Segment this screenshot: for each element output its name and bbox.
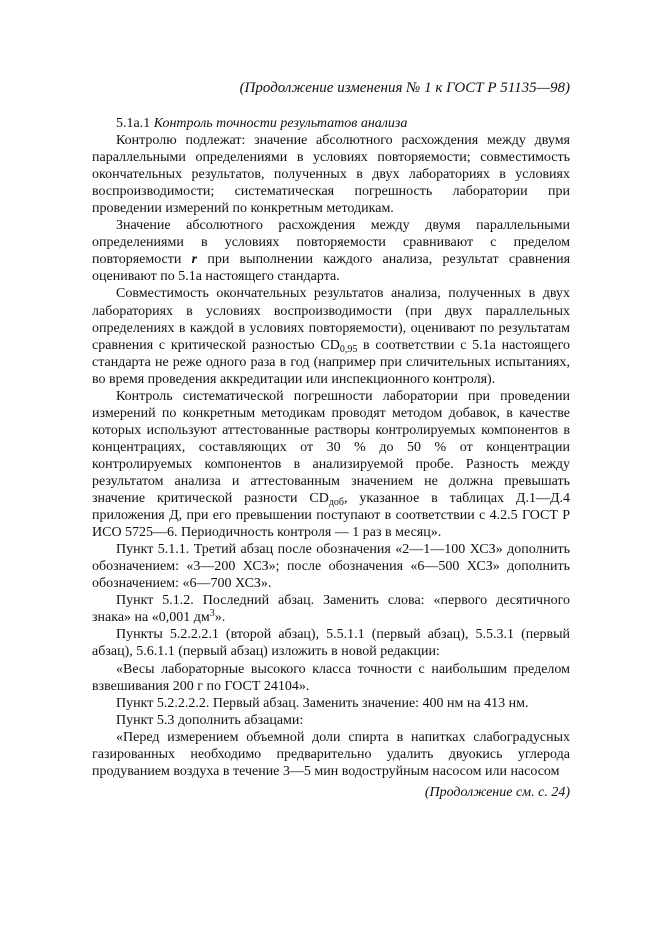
paragraph-text: Значение абсолютного расхождения между двумя параллельными определениями в условиях повторяемости сравнивают с пределом повторяемости — [92, 218, 570, 268]
section-title: Контроль точности результатов анализа — [153, 116, 408, 131]
document-body — [92, 115, 570, 780]
paragraph-text: Контроль систематической погрешности лаборатории при проведении измерений по конкретным методикам проводят методом добавок, в качестве которых используют аттестованные растворы контролируемых компонентов в концентрациях, составляющих от 30 % до 50 % от концентрации контролируемых компонентов в анализируемой пробе. Разность между результатом анализа и аттестованным значением не должна превышать значение критической разности CD — [92, 388, 570, 507]
subscript: доб — [328, 497, 345, 509]
paragraph-reproducibility — [92, 285, 570, 387]
header-continuation-note: (Продолжение изменения № 1 к ГОСТ Р 51135—98) — [239, 80, 570, 96]
paragraph-text: Пункт 5.1.2. Последний абзац. Заменить слова: «первого десятичного знака» на «0,001 дм — [92, 593, 570, 626]
section-heading — [92, 115, 570, 132]
paragraph-items-new-edition: Пункты 5.2.2.2.1 (второй абзац), 5.5.1.1 (первый абзац), 5.5.3.1 (первый абзац), 5.6.1.1 (первый абзац) изложить в новой редакции: — [92, 627, 570, 660]
paragraph-text: ». — [214, 610, 226, 626]
paragraph-text: в соответствии с 5.1а настоящего стандарта не реже одного раза в год (например при сличительных испытаниях, во время проведения аккредитации или инспекционного контроля). — [92, 337, 571, 387]
paragraph-item-5-1-1: Пункт 5.1.1. Третий абзац после обозначения «2—1—100 ХСЗ» дополнить обозначением: «3—200 ХСЗ»; после обозначения «6—500 ХСЗ» дополнить обозначением: «6—700 ХСЗ». — [92, 542, 570, 592]
paragraph-item-5-1-2 — [92, 592, 570, 626]
paragraph-item-5-2-2-2-2: Пункт 5.2.2.2.2. Первый абзац. Заменить значение: 400 нм на 413 нм. — [116, 695, 529, 711]
paragraph-text: Совместимость окончательных результатов анализа, полученных в двух лабораториях в условиях воспроизводимости (при двух параллельных определениях в каждой в условиях повторяемости), оценивают по результатам сравнения с критической разностью CD — [92, 286, 570, 353]
section-number: 5.1а.1 — [116, 116, 151, 131]
paragraph-text: , указанное в таблицах Д.1—Д.4 приложения Д, при его превышении поступают в соответствии с 4.2.5 ГОСТ Р ИСО 5725—6. Периодичность контроля — 1 раз в месяц». — [92, 491, 571, 541]
paragraph-item-5-3: Пункт 5.3 дополнить абзацами: — [116, 712, 304, 728]
paragraph-scales: «Весы лабораторные высокого класса точности с наибольшим пределом взвешивания 200 г по ГОСТ 24104». — [92, 661, 570, 694]
paragraph-systematic-error — [92, 388, 570, 541]
paragraph-repeatability — [92, 217, 570, 285]
repeatability-symbol: r — [191, 252, 198, 268]
superscript: 3 — [209, 608, 215, 620]
paragraph-text: при выполнении каждого анализа, результат сравнения оценивают по 5.1а настоящего стандарта. — [92, 252, 571, 285]
paragraph-carbon-dioxide: «Перед измерением объемной доли спирта в напитках слабоградусных газированных необходимо предварительно удалить двуокись углерода продуванием воздуха в течение 3—5 мин водоструйным насосом или насосом — [92, 729, 570, 779]
footer-continuation-note: (Продолжение см. с. 24) — [424, 785, 570, 800]
subscript: 0,95 — [339, 343, 358, 355]
paragraph-control-subjects: Контролю подлежат: значение абсолютного расхождения между двумя параллельными определениями в условиях повторяемости; совместимость окончательных результатов, полученных в двух лабораториях в условиях воспроизводимости; систематическая погрешность лаборатории при проведении измерений по конкретным методикам. — [92, 133, 570, 217]
